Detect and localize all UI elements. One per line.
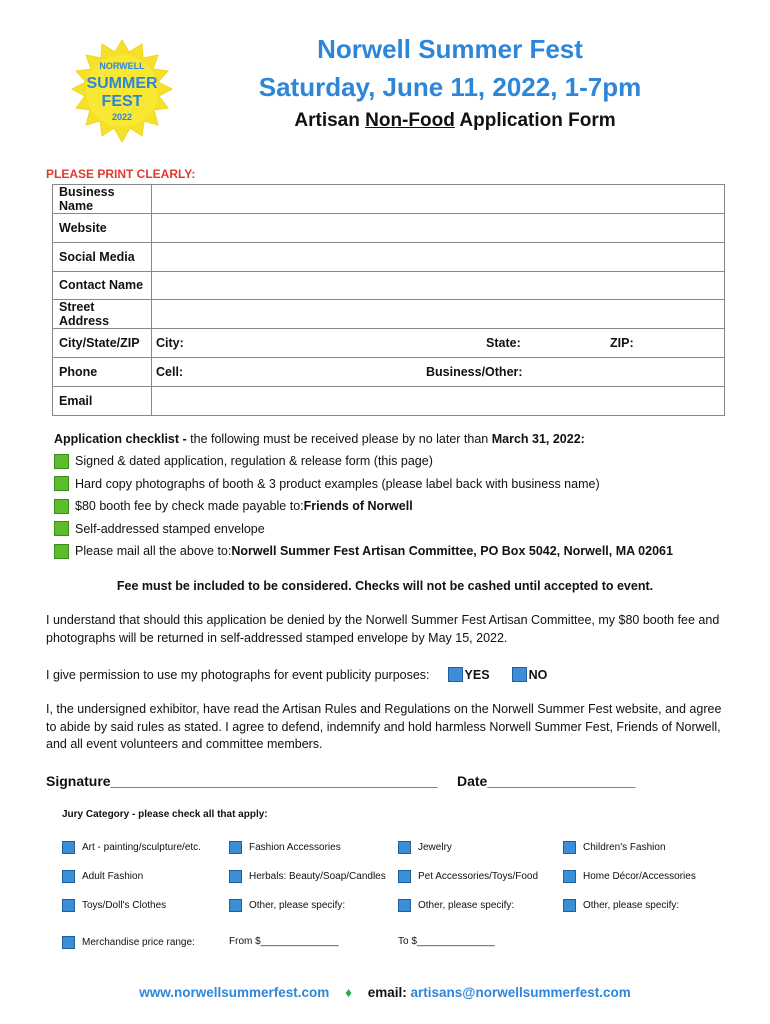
jury-option[interactable]: Herbals: Beauty/Soap/Candles xyxy=(229,870,386,883)
understand-paragraph: I understand that should this application be denied by the Norwell Summer Fest Artisan Committee, my $80 booth fee and photographs will be returned in self-addressed stamped envelope by May 15, 2022. xyxy=(46,613,720,645)
website-field[interactable] xyxy=(152,214,725,243)
checklist-item: Signed & dated application, regulation & release form (this page) xyxy=(54,450,673,473)
checkbox-icon[interactable] xyxy=(54,476,69,491)
checkbox-icon[interactable] xyxy=(229,899,242,912)
email-label-footer: email: xyxy=(367,985,407,1000)
footer xyxy=(0,985,770,1000)
checkbox-icon[interactable] xyxy=(398,841,411,854)
svg-text:NORWELL: NORWELL xyxy=(99,61,145,71)
business-name-field[interactable] xyxy=(152,185,725,214)
diamond-icon: ♦ xyxy=(345,985,352,1000)
contact-name-label: Contact Name xyxy=(53,271,152,300)
jury-option[interactable]: Art - painting/sculpture/etc. xyxy=(62,841,201,854)
phone-field[interactable] xyxy=(152,358,725,387)
jury-option[interactable]: Home Décor/Accessories xyxy=(563,870,696,883)
jury-option[interactable]: Jewelry xyxy=(398,841,452,854)
checkbox-icon[interactable] xyxy=(398,870,411,883)
business-name-label: Business Name xyxy=(53,185,152,214)
city-state-zip-field[interactable] xyxy=(152,329,725,358)
jury-category-title: Jury Category - please check all that apply: xyxy=(62,809,268,820)
checkbox-icon[interactable] xyxy=(54,454,69,469)
checkbox-icon[interactable] xyxy=(54,544,69,559)
checkbox-icon[interactable] xyxy=(62,870,75,883)
no-label: NO xyxy=(528,667,548,682)
checkbox-icon[interactable] xyxy=(54,499,69,514)
checkbox-icon[interactable] xyxy=(229,841,242,854)
form-title: Artisan Non-Food Application Form xyxy=(294,110,616,131)
print-clearly-notice: PLEASE PRINT CLEARLY: xyxy=(46,167,196,181)
checkbox-icon[interactable] xyxy=(62,936,75,949)
merchandise-price-option[interactable]: Merchandise price range: xyxy=(62,936,195,949)
fee-notice: Fee must be included to be considered. Checks will not be cashed until accepted to event. xyxy=(116,579,654,593)
cell-label: Cell: xyxy=(156,365,184,380)
photo-permission xyxy=(46,667,547,682)
checkbox-icon[interactable] xyxy=(54,521,69,536)
state-label: State: xyxy=(486,336,521,351)
checkbox-icon[interactable] xyxy=(229,870,242,883)
checkbox-icon[interactable] xyxy=(563,841,576,854)
date-line[interactable]: Date___________________ xyxy=(457,773,636,789)
checklist-item: $80 booth fee by check made payable to: Friends of Norwell xyxy=(54,495,673,518)
checkbox-icon[interactable] xyxy=(398,899,411,912)
checklist-item: Hard copy photographs of booth & 3 product examples (please label back with business name) xyxy=(54,473,673,496)
yes-label: YES xyxy=(464,667,490,682)
website-link[interactable]: www.norwellsummerfest.com xyxy=(139,985,330,1000)
contact-name-field[interactable] xyxy=(152,271,725,300)
svg-text:SUMMER: SUMMER xyxy=(86,75,158,92)
email-label: Email xyxy=(53,386,152,415)
website-label: Website xyxy=(53,214,152,243)
checkbox-icon[interactable] xyxy=(62,841,75,854)
event-title: Norwell Summer Fest xyxy=(317,34,583,64)
application-checklist xyxy=(54,432,673,563)
checkbox-icon[interactable] xyxy=(62,899,75,912)
checklist-item: Please mail all the above to: Norwell Summer Fest Artisan Committee, PO Box 5042, Norwell, MA 02061 xyxy=(54,540,673,563)
social-media-label: Social Media xyxy=(53,242,152,271)
street-address-label: Street Address xyxy=(53,300,152,329)
email-field[interactable] xyxy=(152,386,725,415)
jury-option[interactable]: Adult Fashion xyxy=(62,870,143,883)
svg-text:2022: 2022 xyxy=(111,112,133,122)
street-address-field[interactable] xyxy=(152,300,725,329)
price-from-field[interactable]: From $______________ xyxy=(229,936,339,947)
checkbox-icon[interactable] xyxy=(563,899,576,912)
social-media-field[interactable] xyxy=(152,242,725,271)
contact-info-table xyxy=(52,184,725,416)
permission-text: I give permission to use my photographs for event publicity purposes: xyxy=(46,667,430,682)
yes-checkbox[interactable] xyxy=(448,667,463,682)
email-link[interactable]: artisans@norwellsummerfest.com xyxy=(410,985,631,1000)
checklist-item: Self-addressed stamped envelope xyxy=(54,518,673,541)
jury-option[interactable]: Other, please specify: xyxy=(563,899,679,912)
no-checkbox[interactable] xyxy=(512,667,527,682)
zip-label: ZIP: xyxy=(610,336,634,351)
summer-fest-logo xyxy=(62,38,182,148)
jury-option[interactable]: Other, please specify: xyxy=(398,899,514,912)
city-label: City: xyxy=(156,336,184,351)
phone-label: Phone xyxy=(53,358,152,387)
checkbox-icon[interactable] xyxy=(563,870,576,883)
checklist-heading: Application checklist - the following must be received please by no later than March 31, 2022: xyxy=(54,432,585,446)
jury-option[interactable]: Pet Accessories/Toys/Food xyxy=(398,870,538,883)
event-date: Saturday, June 11, 2022, 1-7pm xyxy=(258,72,642,102)
svg-text:FEST: FEST xyxy=(101,93,143,110)
jury-option[interactable]: Fashion Accessories xyxy=(229,841,341,854)
jury-option[interactable]: Toys/Doll's Clothes xyxy=(62,899,166,912)
price-to-field[interactable]: To $______________ xyxy=(398,936,495,947)
business-other-label: Business/Other: xyxy=(426,365,523,380)
agreement-paragraph: I, the undersigned exhibitor, have read the Artisan Rules and Regulations on the Norwell Summer Fest website, and agree to abide by said rules as stated. I agree to defend, indemnify and hold harmless Norwell Summer Fest, Friends of Norwell, and all event volunteers and committee members. xyxy=(46,702,722,751)
signature-line[interactable]: Signature__________________________________________ xyxy=(46,773,438,789)
jury-option[interactable]: Children's Fashion xyxy=(563,841,666,854)
city-state-zip-label: City/State/ZIP xyxy=(53,329,152,358)
jury-option[interactable]: Other, please specify: xyxy=(229,899,345,912)
